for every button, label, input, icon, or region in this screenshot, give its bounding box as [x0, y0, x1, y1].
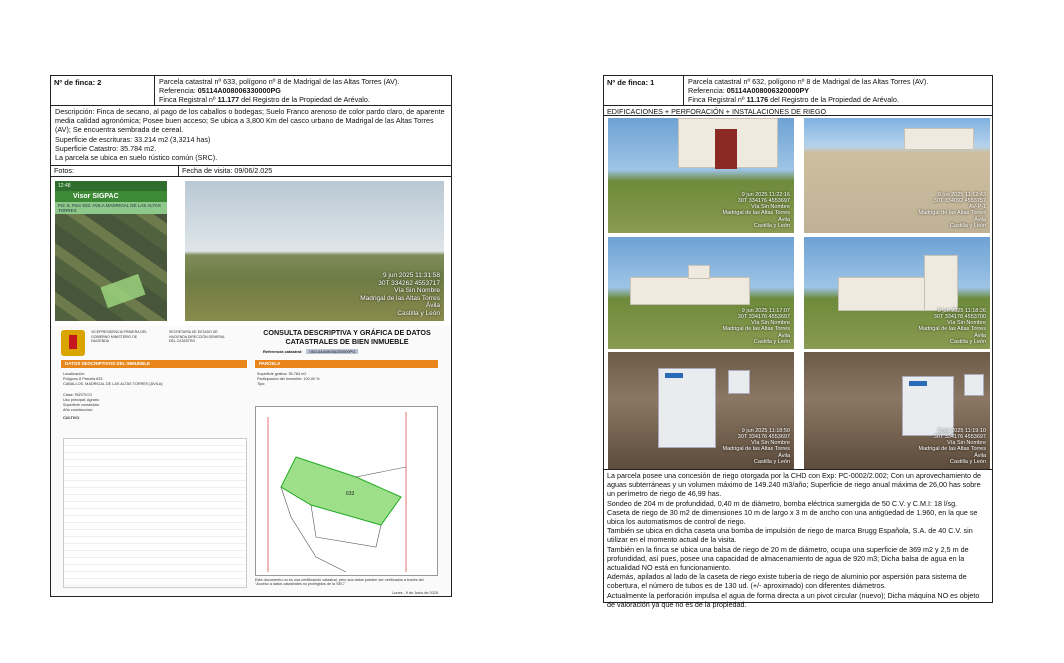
directorate-text: SECRETARÍA DE ESTADO DE HACIENDA DIRECCIÓN GENERAL DEL CATASTRO [169, 330, 226, 343]
parcela-line: Parcela catastral nº 633, polígono nº 8 de Madrigal de las Altas Torres (AV). [159, 77, 400, 86]
finca-2-sheet [50, 75, 452, 597]
photo-pond: 9 jun 2025 11:12:43 30T 334092 4553757 AV-P-1 Madrigal de las Altas Torres Ávila Castilla y León [804, 118, 990, 233]
catastro-title: CONSULTA DESCRIPTIVA Y GRÁFICA DE DATOS CATASTRALES DE BIEN INMUEBLE [263, 328, 431, 346]
parcela-line: Parcela catastral nº 632, polígono nº 8 de Madrigal de las Altas Torres (AV). [688, 77, 929, 86]
phone-status-bar: 12:48 [55, 181, 167, 191]
finca-header [51, 76, 451, 106]
cultivo-table [63, 438, 247, 588]
sigpac-screenshot [55, 181, 167, 321]
satellite-map [55, 214, 167, 321]
photos-row [51, 178, 451, 324]
field-photo [185, 181, 444, 321]
parcel-map-drawing [256, 407, 439, 577]
localizacion-label: Localización: [63, 372, 85, 376]
photo-shed-side: 9 jun 2025 11:18:26 30T 334178 4553700 Vía Sin Nombre Madrigal de las Altas Torres Ávila Castilla y León [804, 237, 990, 349]
photo-labels [51, 166, 451, 177]
referencia-line: Referencia: 05114A008006330000PG [159, 86, 281, 96]
finca-info [684, 76, 992, 105]
photo-stamp: 9 jun 2025 11:31:58 30T 334262 4553717 Vía Sin Nombre Madrigal de las Altas Torres Ávila Castilla y León [360, 272, 440, 317]
referencia-line: Referencia: 05114A008006320000PY [688, 86, 810, 96]
registral-line: Finca Registral nº 11.176 del Registro de la Propiedad de Arévalo. [688, 95, 899, 105]
ministry-text: VICEPRESIDENCIA PRIMERA DEL GOBIERNO MINISTERIO DE HACIENDA [91, 330, 148, 343]
catastro-footer: Este documento no es una certificación catastral, pero sus datos pueden ser verificados a través del "Acceso a datos catastrales no protegidos de la SEC" Lunes , 9 de Junio de 2025 [255, 578, 438, 595]
photo-control-panel-2: 9 jun 2025 11:19:10 30T 334176 4553697 Vía Sin Nombre Madrigal de las Altas Torres Ávila Castilla y León [804, 352, 990, 469]
parcel-highlight [100, 274, 145, 308]
section-title: EDIFICACIONES + PERFORACIÓN + INSTALACIONES DE RIEGO [604, 106, 992, 116]
photo-grid [608, 118, 990, 469]
finca-info [155, 76, 451, 105]
photo-wellhead: 9 jun 2025 11:22:16 30T 334176 4553697 Vía Sin Nombre Madrigal de las Altas Torres Ávila Castilla y León [608, 118, 794, 233]
parcel-number: 633 [346, 491, 355, 497]
finca-description: Descripción: Finca de secano, al pago de los caballos o bodegas; Suelo Franco arenoso de color pardo claro, de aparente media calidad agronómica; Posee buen acceso; Se ubica a 3,800 Km del casco urbano de Madrigal de las Altas Torres (AV); Se encuentra sembrada de cereal. Superficie de escrituras: 33.214 m2 (3,3214 has) Superficie Catastro: 35.784 m2. La parcela se ubica en suelo rústico común (SRC). [51, 106, 451, 166]
finca-header [604, 76, 992, 106]
parcel-map [255, 406, 438, 576]
section-parcela: PARCELA [255, 360, 438, 368]
registral-line: Finca Registral nº 11.177 del Registro de la Propiedad de Arévalo. [159, 95, 370, 105]
visit-date: Fecha de visita: 09/06/2.025 [182, 166, 273, 175]
spain-crest-icon [61, 330, 85, 356]
finca-1-sheet [603, 75, 993, 609]
sigpac-title: Visor SIGPAC [55, 191, 167, 202]
fotos-label: Fotos: [51, 166, 179, 176]
finca-number: Nº de finca: 1 [604, 76, 684, 105]
section-inmueble: DATOS DESCRIPTIVOS DEL INMUEBLE [61, 360, 247, 368]
sigpac-location: Pol. 8, Parc 633. AVILA MADRIGAL DE LAS ALTAS TORRES [55, 202, 167, 214]
catastro-report: VICEPRESIDENCIA PRIMERA DEL GOBIERNO MINISTERIO DE HACIENDA SECRETARÍA DE ESTADO DE HACIENDA DIRECCIÓN GENERAL DEL CATASTRO CONSULTA DESCRIPTIVA Y GRÁFICA DE DATOS CATASTRALES DE BIEN INMUEBLE Referencia catastral: 05114A008006330000PG DATOS DESCRIPTIVOS DEL INMUEBLE PARCELA Localización: Polígono 8 Parcela 633 CABALLOS. MADRIGAL DE LAS ALTAS TORRES [ÁVILA] Clase: RÚSTICO Uso principal: Agrario Superficie construida: Año construcción: CULTIVO Superficie gráfica: 35.784 m2 Participación del inmueble: 100,00 % Tipo: 633 Este documento no es una certificación catastral, pero sus datos pueden ser verificados a través del "Acceso a datos catastrales no protegidos de la SEC" Lunes , 9 de Junio de 2025 [51, 326, 451, 596]
photo-control-panel: 9 jun 2025 11:18:50 30T 334176 4553697 Vía Sin Nombre Madrigal de las Altas Torres Ávila Castilla y León [608, 352, 794, 469]
finca-number: Nº de finca: 2 [51, 76, 155, 105]
irrigation-description: La parcela posee una concesión de riego otorgada por la CHD con Exp: PC-0002/2.002; Con un aprovechamiento de aguas subterráneas y un volumen máximo de 149.240 m3/año; Superficie de riego anual máxima de 26,00 has sobre un perímetro de riego de 46,99 has. Sondeo de 204 m de profundidad, 0,40 m de diámetro, bomba eléctrica sumergida de 50 C.V. y C.M.I: 18 l/sg. Caseta de riego de 30 m2 de dimensiones 10 m de largo x 3 m de ancho con una antigüedad de 1.960, en la que se ubica los automatismos de control de riego. También se ubica en dicha caseta una bomba de impulsión de riego de marca Brugg Española, S.A. de 40 C.V. sin utilizar en el momento actual de la visita. También en la finca se ubica una balsa de riego de 20 m de diámetro, ocupa una superficie de 369 m2 y 2,5 m de profundidad, así pues, posee una capacidad de almacenamiento de agua de 920 m3; Dicha balsa de agua en la actualidad NO está en funcionamiento. Además, apilados al lado de la caseta de riego existe tubería de riego de aluminio por aspersión para sistema de cobertura, el número de tubos es de 130 ud. (+/- aproximado) con diferentes diámetros. Actualmente la perforación impulsa el agua de forma directa a un pivot circular (nuevo); Dicha máquina NO es objeto de valoración ya que no es de la propiedad. [604, 469, 992, 610]
photo-shed-front: 9 jun 2025 11:17:07 30T 334176 4553697 Vía Sin Nombre Madrigal de las Altas Torres Ávila Castilla y León [608, 237, 794, 349]
catastro-ref: Referencia catastral: 05114A008006330000PG [263, 349, 358, 354]
